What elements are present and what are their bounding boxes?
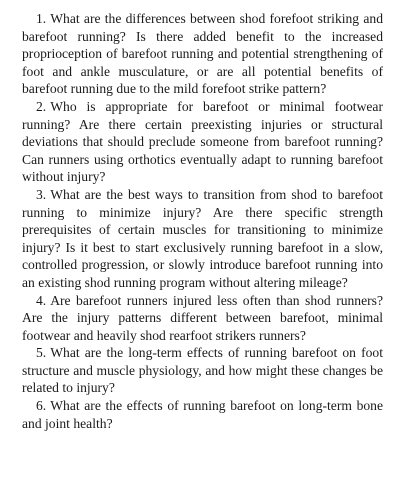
question-3 [22,186,383,292]
question-5 [22,344,383,397]
question-1 [22,10,383,98]
question-number: 5. [36,345,47,361]
question-text: What are the long-term effects of running barefoot on foot structure and muscle physiology, and how might these changes be related to injury? [22,345,383,396]
question-text: Who is appropriate for barefoot or minimal footwear running? Are there certain preexisting injuries or structural deviations that should preclude someone from barefoot running? Can runners using orthotics eventually adapt to running barefoot without injury? [22,98,383,185]
question-number: 4. [36,292,47,308]
question-6 [22,397,383,432]
question-2 [22,98,383,186]
question-text: Are barefoot runners injured less often than shod runners? Are the injury patterns different between barefoot, minimal footwear and heavily shod rearfoot strikers runners? [22,292,383,343]
question-text: What are the best ways to transition from shod to barefoot running to minimize injury? Are there specific strength prerequisites of certain muscles for transitioning to minimize injury? Is it best to start exclusively running barefoot in a slow, controlled progression, or slowly introduce barefoot running into an existing shod running program without altering mileage? [22,186,383,290]
question-number: 3. [36,186,47,202]
question-text: What are the effects of running barefoot on long-term bone and joint health? [22,398,383,431]
question-number: 6. [36,398,47,414]
question-number: 2. [36,98,47,114]
question-4 [22,292,383,345]
question-text: What are the differences between shod forefoot striking and barefoot running? Is there added benefit to the increased proprioception of barefoot running and potential strengthening of foot and ankle musculature, or are all potential benefits of barefoot running due to the mild forefoot strike pattern? [22,11,383,97]
question-number: 1. [36,11,47,26]
